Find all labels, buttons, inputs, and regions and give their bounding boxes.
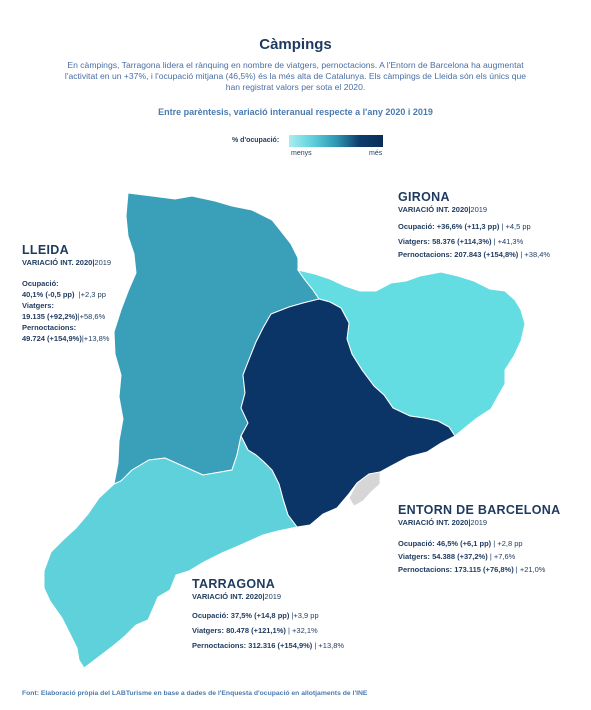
- nights-row: Pernoctacions: 312.316 (+154,9%) | +13,8%: [192, 641, 345, 650]
- source-footnote: Font: Elaboració pròpia del LABTurisme en base a dades de l'Enquesta d'ocupació en allotjaments de l'INE: [22, 690, 368, 697]
- nights-row: Pernoctacions: 173.115 (+76,8%) | +21,0%: [398, 565, 546, 574]
- region-info-barcelona: [398, 503, 560, 575]
- page-title: Càmpings: [259, 36, 332, 53]
- region-info-girona: [398, 190, 550, 260]
- visitors-row: Viatgers: 80.478 (+121,1%) | +32,1%: [192, 626, 318, 635]
- variation-header: VARIACIÓ INT. 2020|2019: [398, 205, 488, 214]
- variation-header: VARIACIÓ INT. 2020|2019: [398, 518, 488, 527]
- occupancy-label: Ocupació:: [22, 279, 59, 288]
- occupancy-row: Ocupació: +36,6% (+11,3 pp) | +4,5 pp: [398, 222, 531, 231]
- region-info-tarragona: [192, 577, 344, 651]
- nights-label: Pernoctacions:: [22, 323, 77, 332]
- legend-label: % d'ocupació:: [232, 137, 280, 144]
- visitors-row: Viatgers: 58.376 (+114,3%) | +41,3%: [398, 237, 524, 246]
- region-name: TARRAGONA: [192, 577, 276, 591]
- intro-text: En càmpings, Tarragona lidera el rànquing en nombre de viatgers, pernoctacions. A l'Entorn de Barcelona ha augmentat l'activitat en un +37%, i l'ocupació mitjana (46,5%) és la més alta de Catalunya. Els càmpings de Lleida són els únics que han registrat valors per sota el 2020.: [64, 60, 527, 92]
- variation-note: Entre parèntesis, variació interanual respecte a l'any 2020 i 2019: [158, 107, 433, 117]
- legend-min-label: menys: [291, 150, 312, 157]
- region-name: GIRONA: [398, 190, 450, 204]
- legend-max-label: més: [369, 150, 383, 157]
- region-name: LLEIDA: [22, 243, 69, 257]
- variation-header: VARIACIÓ INT. 2020|2019: [22, 258, 112, 267]
- visitors-value: 19.135 (+92,2%)|+58,6%: [22, 312, 106, 321]
- nights-row: Pernoctacions: 207.843 (+154,8%) | +38,4%: [398, 250, 551, 259]
- region-name: ENTORN DE BARCELONA: [398, 503, 561, 517]
- occupancy-value: 40,1% (-0,5 pp) |+2,3 pp: [22, 290, 106, 299]
- variation-header: VARIACIÓ INT. 2020|2019: [192, 592, 282, 601]
- nights-value: 49.724 (+154,9%)|+13,8%: [22, 334, 110, 343]
- occupancy-row: Ocupació: 46,5% (+6,1 pp) | +2,8 pp: [398, 539, 523, 548]
- region-info-lleida: [22, 243, 111, 344]
- occupancy-row: Ocupació: 37,5% (+14,8 pp) |+3,9 pp: [192, 611, 319, 620]
- visitors-row: Viatgers: 54.388 (+37,2%) | +7,6%: [398, 552, 516, 561]
- visitors-label: Viatgers:: [22, 301, 54, 310]
